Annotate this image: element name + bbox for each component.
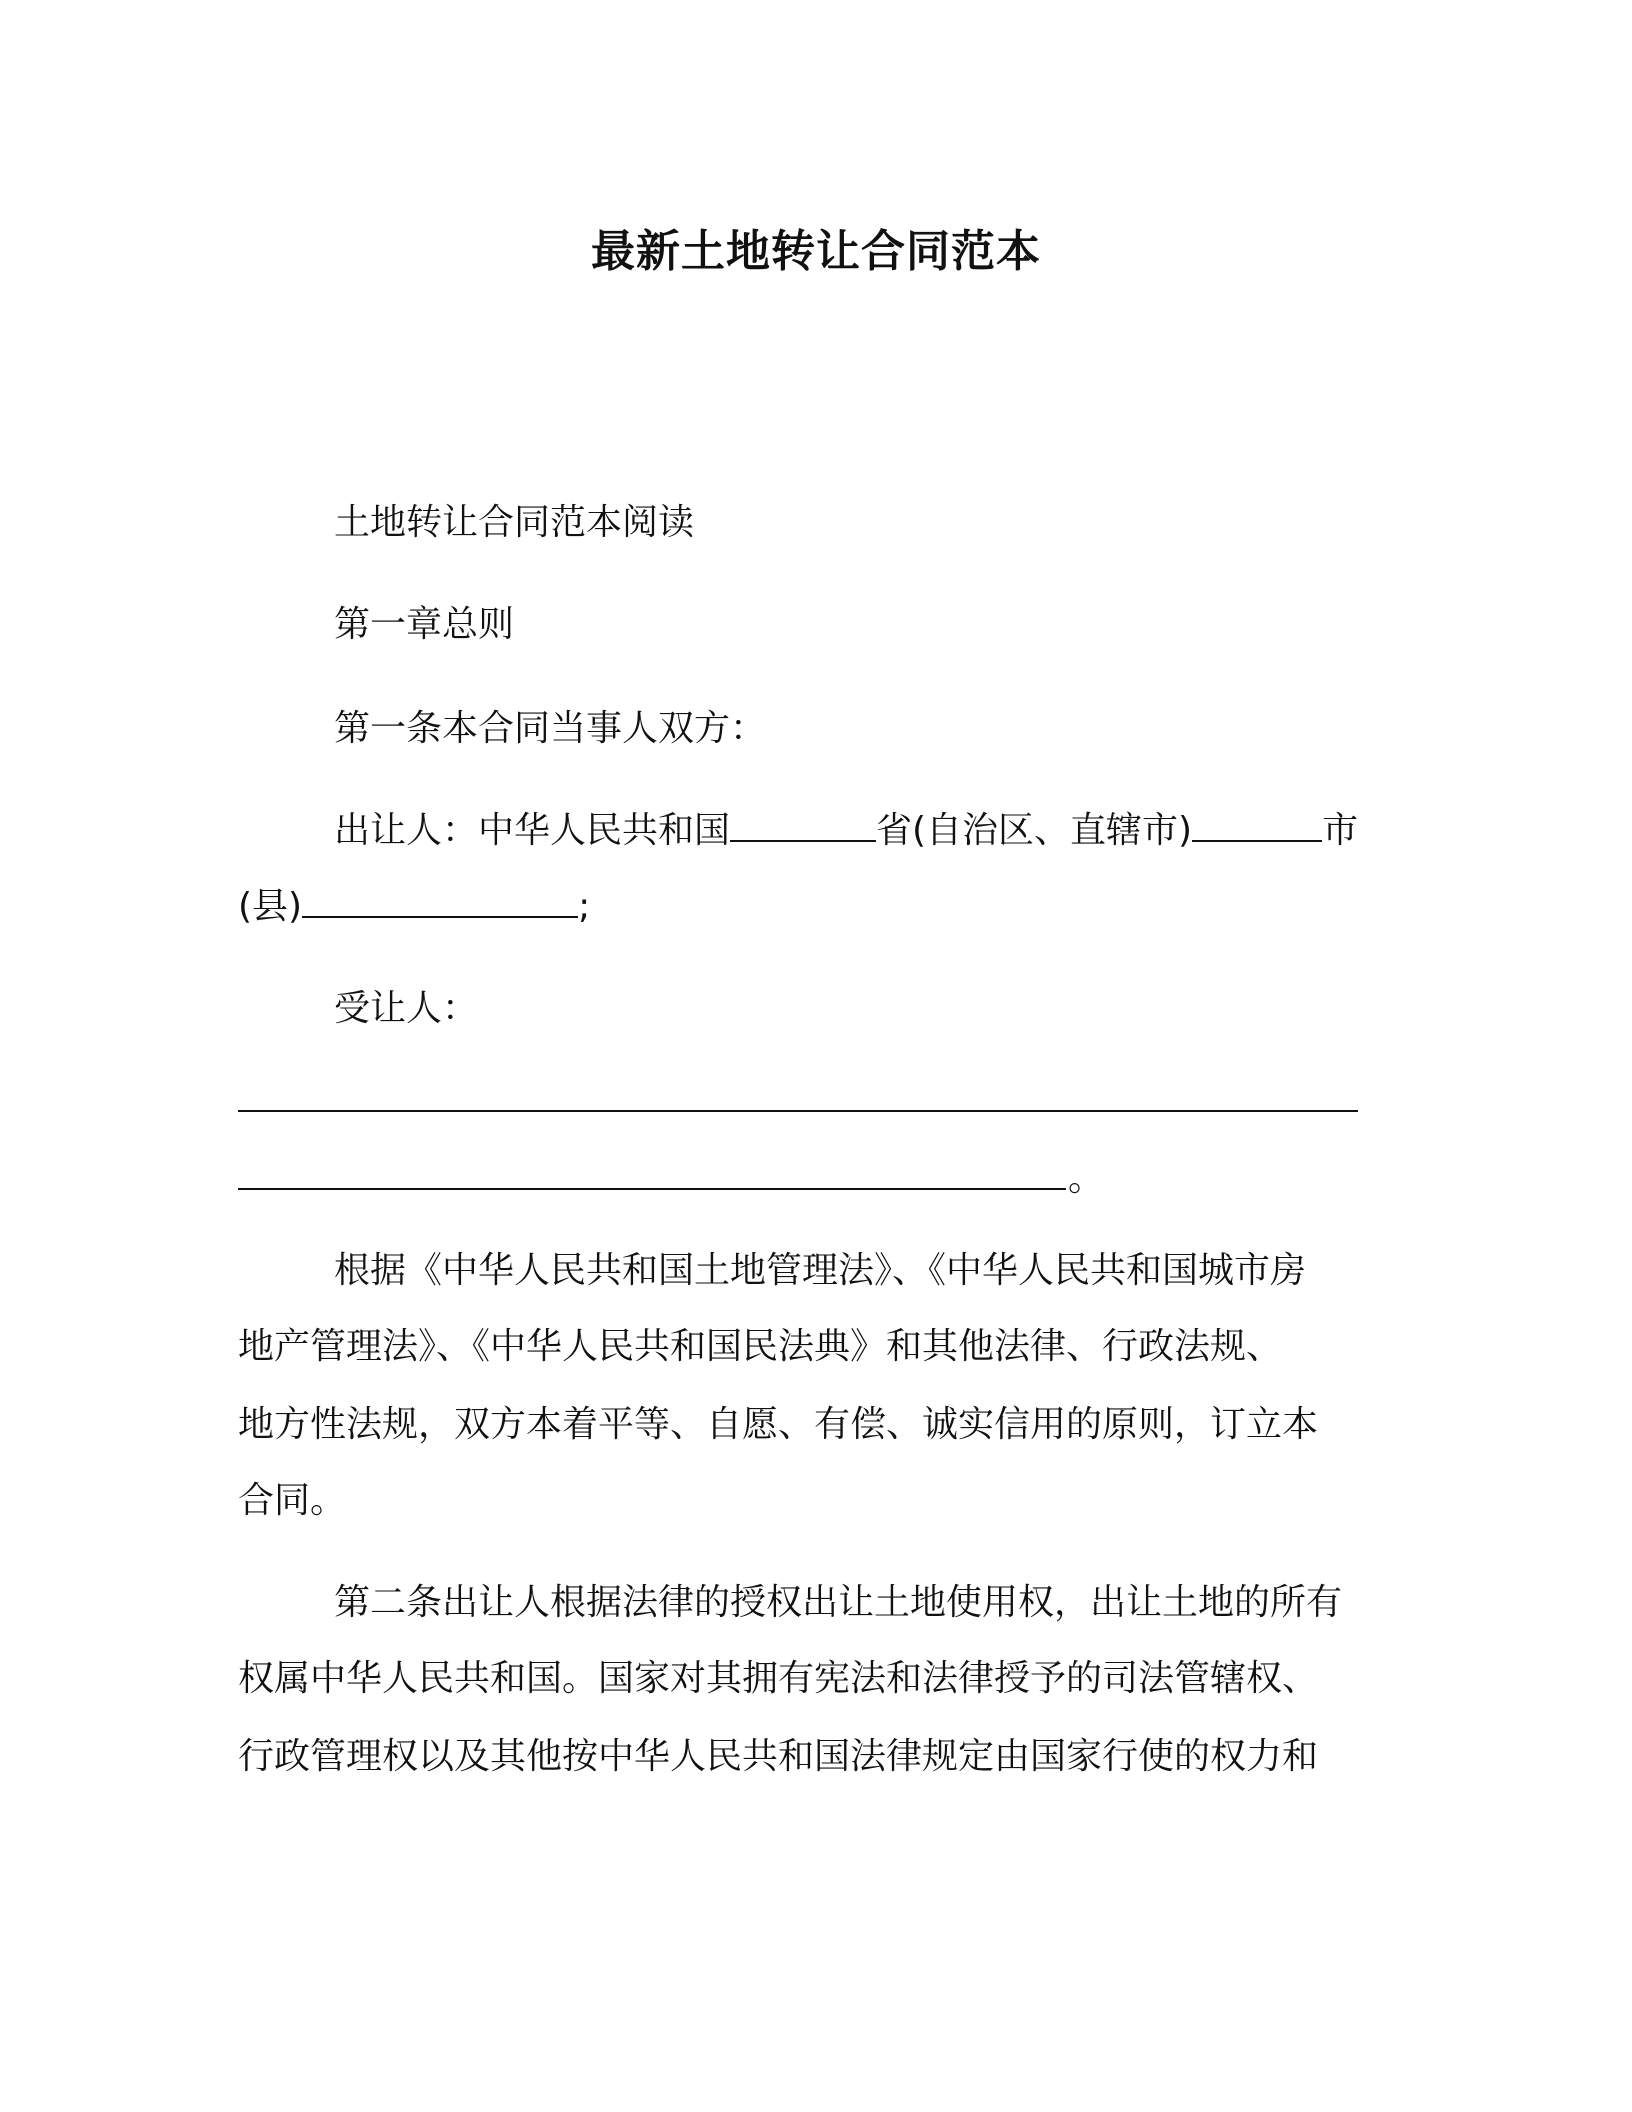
- paragraph-2-line-1: 第二条出让人根据法律的授权出让土地使用权，出让土地的所有: [334, 1582, 1343, 1623]
- paragraph-1-line-4: 合同。: [238, 1480, 347, 1521]
- paragraph-1-line-1: 根据《中华人民共和国土地管理法》、《中华人民共和国城市房: [334, 1250, 1307, 1291]
- paragraph-1-line-2: 地产管理法》、《中华人民共和国民法典》和其他法律、行政法规、: [238, 1326, 1283, 1367]
- transferor-label: 出让人：中华人民共和国: [334, 810, 731, 851]
- document-title: 最新土地转让合同范本: [591, 226, 1041, 277]
- transferee-label: 受让人：: [334, 988, 479, 1029]
- county-line: [238, 882, 590, 932]
- city-suffix: 市: [1322, 810, 1359, 851]
- transferee-end: 。: [1068, 1158, 1105, 1199]
- article-1-heading: 第一条本合同当事人双方：: [334, 708, 767, 749]
- county-label: (县): [238, 886, 303, 927]
- transferor-line: [334, 806, 1358, 856]
- transferee-blank-1: [238, 1110, 1358, 1112]
- subtitle-line: 土地转让合同范本阅读: [334, 502, 695, 543]
- county-blank: [302, 882, 578, 918]
- province-blank: [730, 806, 876, 842]
- transferee-blank-2: [238, 1188, 1066, 1190]
- city-blank: [1192, 806, 1322, 842]
- province-suffix: 省(自治区、直辖市): [876, 810, 1193, 851]
- paragraph-1-line-3: 地方性法规，双方本着平等、自愿、有偿、诚实信用的原则，订立本: [238, 1404, 1319, 1445]
- paragraph-2-line-2: 权属中华人民共和国。国家对其拥有宪法和法律授予的司法管辖权、: [238, 1658, 1319, 1699]
- paragraph-2-line-3: 行政管理权以及其他按中华人民共和国法律规定由国家行使的权力和: [238, 1736, 1319, 1777]
- county-end: ;: [578, 886, 591, 927]
- chapter-heading: 第一章总则: [334, 604, 515, 645]
